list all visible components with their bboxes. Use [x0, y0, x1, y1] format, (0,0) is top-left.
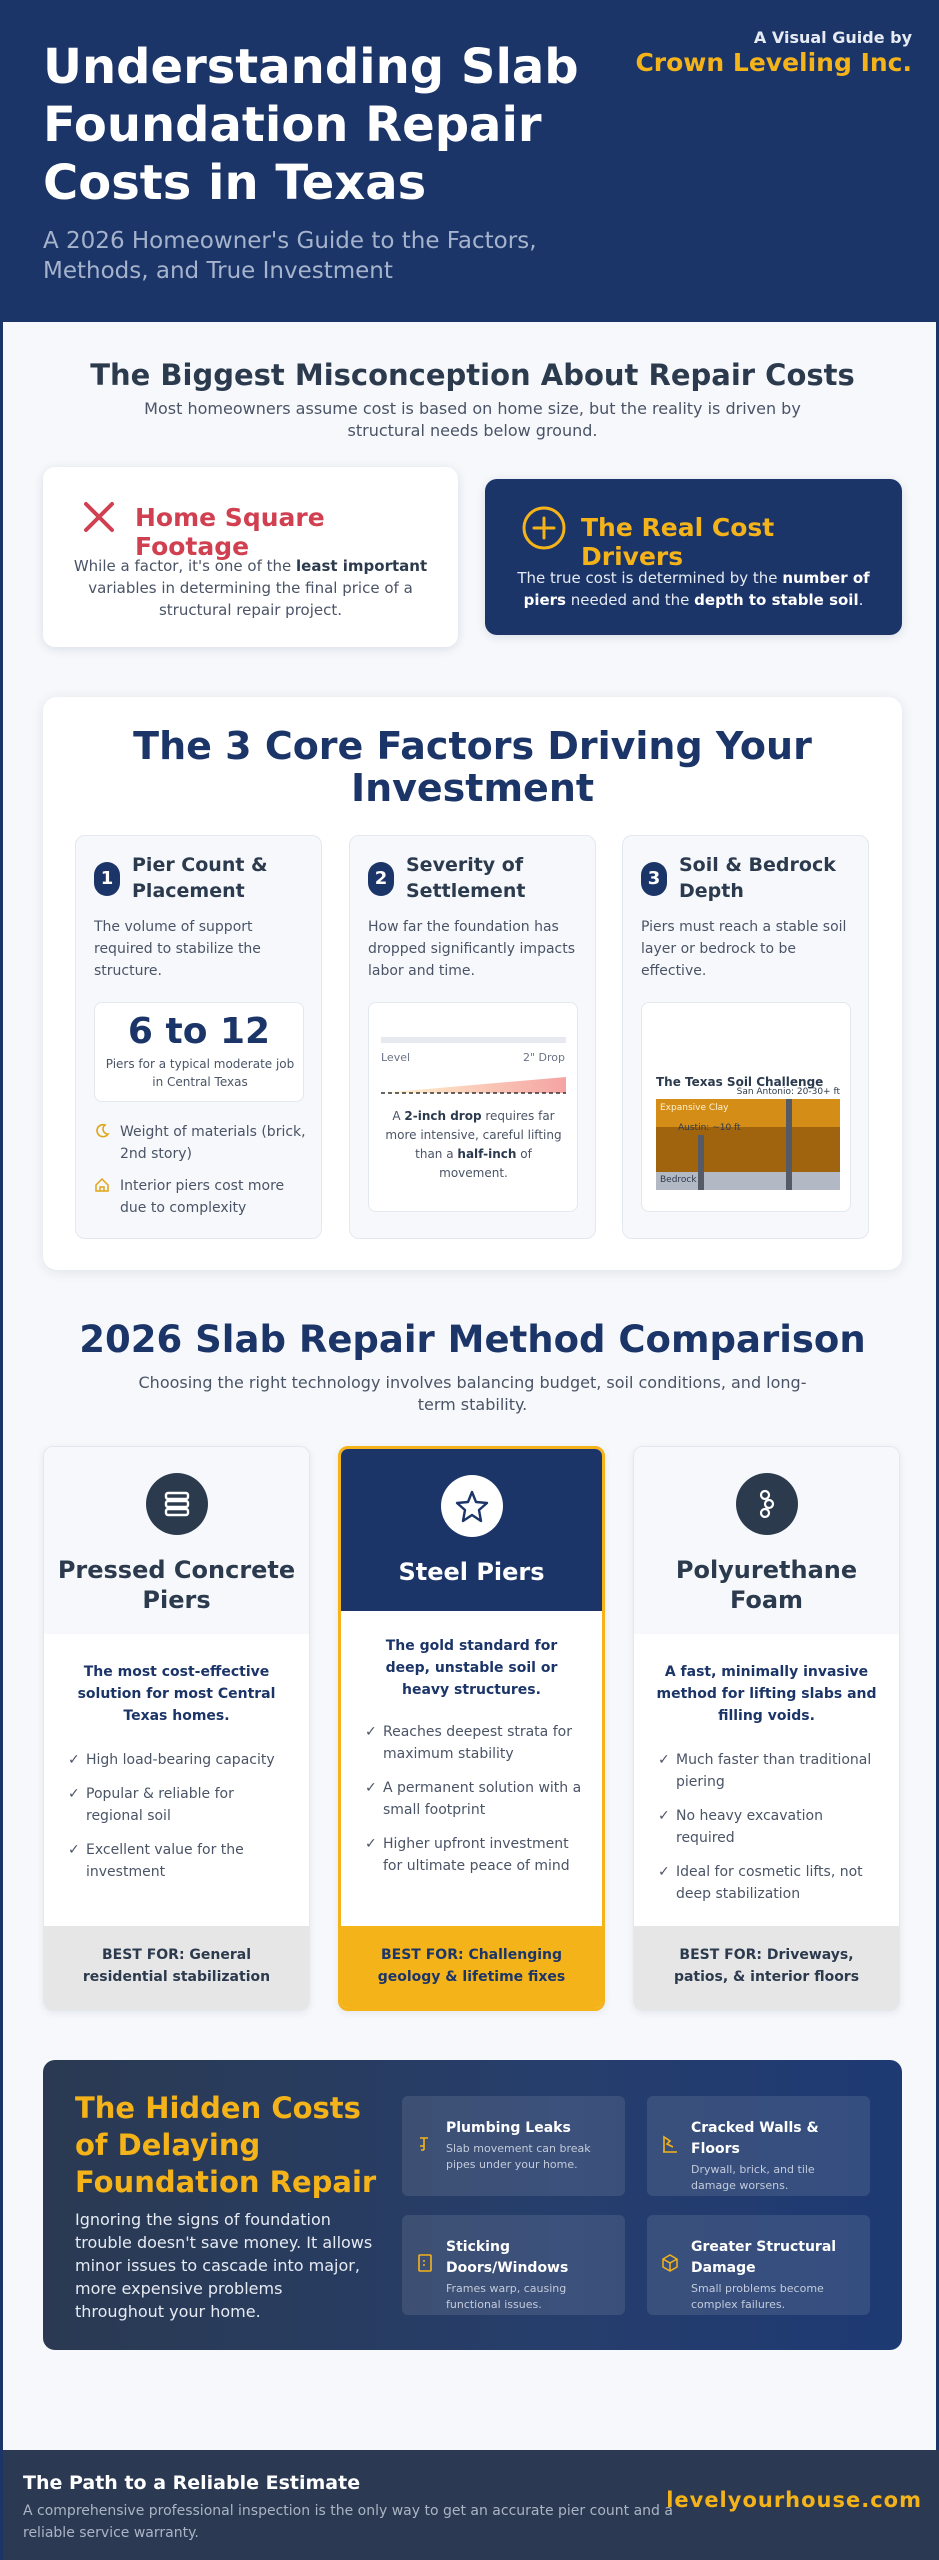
settlement-diagram — [368, 1002, 578, 1212]
method-lead: The most cost-effective solution for most Central Texas homes. — [77, 1664, 276, 1724]
pier-count-caption: Piers for a typical moderate job in Central Texas — [105, 1057, 295, 1089]
layers-icon — [146, 1473, 208, 1535]
austin-label: Austin: ~10 ft — [678, 1123, 741, 1133]
level-label: Level — [381, 1051, 411, 1064]
footer — [3, 2450, 939, 2560]
factor-bullet: Weight of materials (brick, 2nd story) — [94, 1121, 309, 1165]
factors-section — [43, 697, 902, 1270]
factor-title: Pier Count & Placement — [132, 854, 268, 902]
misconception-left-body: While a factor, it's one of the least important variables in determining the final price of a structural repair project. — [73, 557, 428, 619]
page-subtitle: A 2026 Homeowner's Guide to the Factors, Methods, and True Investment — [43, 228, 537, 284]
pier-count-callout — [94, 1002, 304, 1102]
method-card-polyurethane: Polyurethane Foam A fast, minimally invasive method for lifting slabs and filling voids. ✓ Much faster than traditional piering ✓ No heavy excavation required ✓ Ideal for cosmetic lifts, not deep stabilization BEST FOR: Driveways, patios, & interior floors — [633, 1446, 900, 2011]
footer-title: The Path to a Reliable Estimate — [23, 2472, 361, 2494]
bedrock-label: Bedrock — [660, 1175, 697, 1185]
method-title: Steel Piers — [398, 1558, 545, 1586]
method-card-steel-piers: Steel Piers The gold standard for deep, unstable soil or heavy structures. ✓ Reaches deepest strata for maximum stability ✓ A permanent solution with a small footprint ✓ Higher upfront investment for ultimate peace of mind BEST FOR: Challenging geology & lifetime fixes — [338, 1446, 605, 2011]
method-best-for: BEST FOR: Challenging geology & lifetime fixes — [341, 1926, 602, 2008]
home-icon — [94, 1177, 110, 1193]
hidden-costs-section — [43, 2060, 902, 2350]
factor-card-settlement — [349, 835, 596, 1239]
door-icon — [416, 2253, 434, 2273]
footer-body: A comprehensive professional inspection is the only way to get an accurate pier count and a reliable service warranty. — [23, 2503, 673, 2541]
factor-number: 3 — [641, 862, 667, 896]
misconception-title: The Biggest Misconception About Repair Costs — [90, 358, 855, 392]
method-title: Pressed Concrete Piers — [57, 1556, 296, 1614]
plus-circle-icon — [521, 505, 567, 551]
factor-title: Soil & Bedrock Depth — [679, 854, 836, 902]
hidden-cost-plumbing: Plumbing Leaks Slab movement can break pipes under your home. — [402, 2096, 625, 2196]
method-card-concrete-piers: Pressed Concrete Piers The most cost-effective solution for most Central Texas homes. ✓ High load-bearing capacity ✓ Popular & reliable for regional soil ✓ Excellent value for the investment BEST FOR: General residential stabilization — [43, 1446, 310, 2011]
soil-diagram — [641, 1002, 851, 1212]
factors-title: The 3 Core Factors Driving Your Investment — [133, 724, 812, 810]
footer-website-link[interactable]: levelyourhouse.com — [666, 2488, 922, 2512]
method-best-for: BEST FOR: Driveways, patios, & interior floors — [634, 1926, 899, 2010]
hidden-cost-cracked-walls: Cracked Walls & Floors Drywall, brick, and tile damage worsens. — [647, 2096, 870, 2196]
factor-card-pier-count — [75, 835, 322, 1239]
method-lead: A fast, minimally invasive method for lifting slabs and filling voids. — [656, 1664, 877, 1724]
pier-count-range: 6 to 12 — [127, 1011, 271, 1052]
pier-san-antonio — [786, 1099, 792, 1190]
hidden-cost-sticking-doors: Sticking Doors/Windows Frames warp, causing functional issues. — [402, 2215, 625, 2315]
factor-number: 1 — [94, 862, 120, 896]
factor-card-soil-depth — [622, 835, 869, 1239]
method-lead: The gold standard for deep, unstable soil or heavy structures. — [385, 1638, 558, 1698]
factor-desc: The volume of support required to stabilize the structure. — [94, 919, 261, 979]
cube-icon — [661, 2253, 679, 2273]
factor-desc: Piers must reach a stable soil layer or bedrock to be effective. — [641, 919, 847, 979]
clay-label: Expansive Clay — [660, 1103, 729, 1113]
misconception-left-title: Home Square Footage — [135, 503, 325, 561]
pipe-icon — [416, 2134, 434, 2154]
moon-weight-icon — [94, 1123, 110, 1139]
methods-title: 2026 Slab Repair Method Comparison — [79, 1318, 866, 1361]
close-x-icon — [81, 499, 117, 535]
method-title: Polyurethane Foam — [675, 1556, 858, 1614]
misconception-desc: Most homeowners assume cost is based on home size, but the reality is driven by structural needs below ground. — [144, 399, 801, 440]
method-best-for: BEST FOR: General residential stabilization — [44, 1926, 309, 2010]
soil-title: The Texas Soil Challenge — [656, 1075, 824, 1089]
crack-icon — [661, 2134, 679, 2154]
san-antonio-label: San Antonio: 20-30+ ft — [736, 1087, 840, 1097]
factor-number: 2 — [368, 862, 394, 896]
factor-title: Severity of Settlement — [406, 854, 526, 902]
brand-name: Crown Leveling Inc. — [635, 48, 912, 77]
settlement-note: A 2-inch drop requires far more intensive, careful lifting than a half-inch of movement. — [385, 1109, 562, 1180]
settlement-wedge — [381, 1073, 566, 1095]
foam-icon — [736, 1473, 798, 1535]
hidden-costs-body: Ignoring the signs of foundation trouble doesn't save money. It allows minor issues to cascade into major, more expensive problems throughout your home. — [75, 2210, 373, 2321]
factor-bullet: Interior piers cost more due to complexity — [94, 1175, 309, 1219]
methods-desc: Choosing the right technology involves balancing budget, soil conditions, and long-term stability. — [138, 1373, 807, 1414]
hero-banner — [3, 0, 939, 322]
misconception-card-square-footage — [43, 467, 458, 647]
misconception-right-title: The Real Cost Drivers — [581, 513, 775, 571]
page-title: Understanding Slab Foundation Repair Costs in Texas — [43, 39, 579, 211]
hidden-costs-title: The Hidden Costs of Delaying Foundation Repair — [75, 2091, 377, 2199]
hidden-cost-structural-damage: Greater Structural Damage Small problems become complex failures. — [647, 2215, 870, 2315]
misconception-card-cost-drivers — [485, 479, 902, 635]
brand-byline: A Visual Guide by — [753, 28, 912, 47]
pier-austin — [698, 1135, 704, 1190]
factor-desc: How far the foundation has dropped significantly impacts labor and time. — [368, 919, 576, 979]
level-bar — [381, 1037, 566, 1043]
subsoil-layer — [656, 1127, 840, 1172]
misconception-right-body: The true cost is determined by the number of piers needed and the depth to stable soil. — [517, 569, 870, 609]
star-icon — [441, 1475, 503, 1537]
drop-label: 2" Drop — [522, 1051, 565, 1064]
